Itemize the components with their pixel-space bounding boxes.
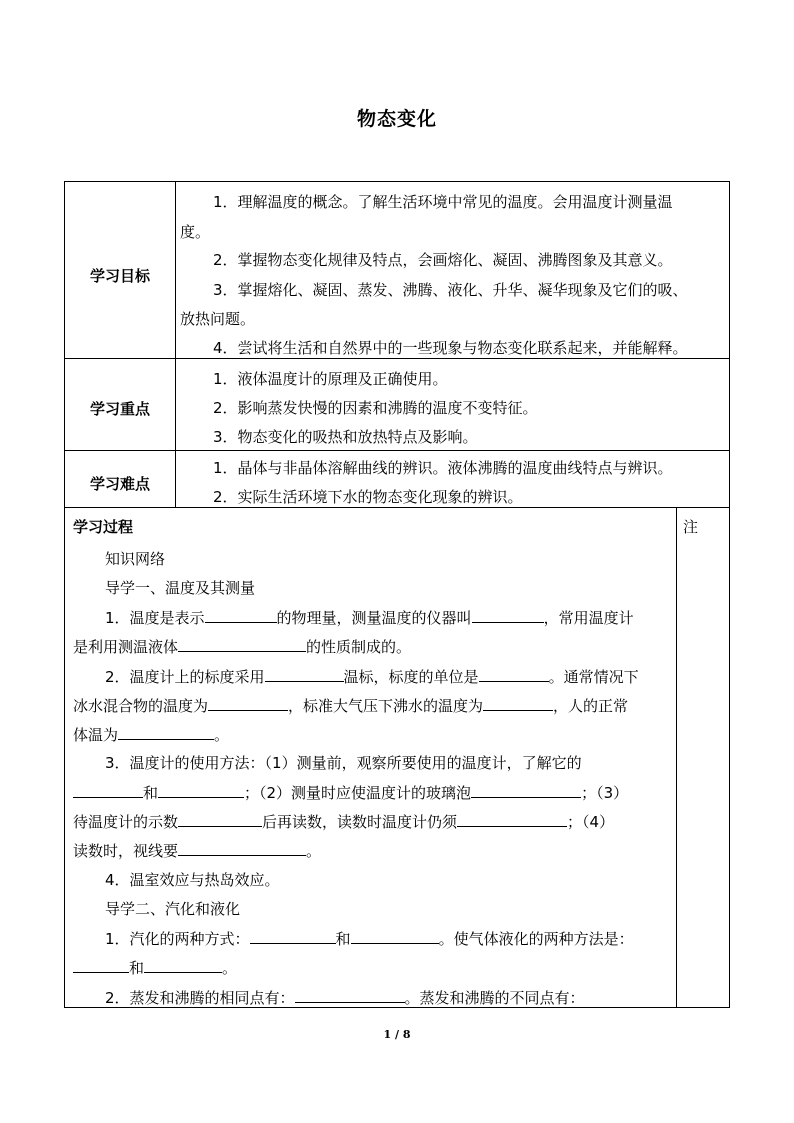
question-1-line-1: 1．温度是表示 的物理量，测量温度的仪器叫 ，常用温度计 [105,609,634,627]
question-3-line-4: 读数时，视线要 。 [73,842,322,860]
answer-blank[interactable] [178,811,262,827]
key-point-line: 1．液体温度计的原理及正确使用。 [213,370,448,388]
process-title: 学习过程 [73,518,134,536]
question-5-line-2: 和 。 [73,957,237,978]
question-6-line-1: 2．蒸发和沸腾的相同点有： 。蒸发和沸腾的不同点有： [105,989,585,1007]
question-2-line-1: 2．温度计上的标度采用 温标，标度的单位是 。通常情况下 [105,668,639,686]
answer-blank[interactable] [351,928,439,944]
guide1-heading: 导学一、温度及其测量 [105,579,256,597]
row-divider [65,450,729,451]
answer-blank[interactable] [483,695,553,711]
answer-blank[interactable] [178,840,306,856]
study-table [64,181,730,1008]
question-4: 4．温室效应与热岛效应。 [105,871,280,889]
question-2-line-3: 体温为 。 [73,726,230,744]
answer-blank[interactable] [118,724,214,740]
answer-blank[interactable] [73,957,129,973]
question-1-line-2: 是利用测温液体 的性质制成的。 [73,638,412,656]
page-number: 1 / 8 [383,1028,411,1041]
answer-blank[interactable] [205,607,277,623]
document-title: 物态变化 [356,108,437,130]
key-points-label: 学习重点 [89,400,150,418]
difficulties-label: 学习难点 [89,475,150,493]
column-divider [676,507,677,1007]
key-point-line: 2．影响蒸发快慢的因素和沸腾的温度不变特征。 [213,399,538,417]
question-2-line-2: 冰水混合物的温度为 ，标准大气压下沸水的温度为 ，人的正常 [73,697,629,715]
question-3-line-2: 和 ；（2）测量时应使温度计的玻璃泡 ；（3） [73,782,628,803]
row-divider [65,358,729,359]
answer-blank[interactable] [472,607,544,623]
answer-blank[interactable] [158,782,244,798]
answer-blank[interactable] [250,928,336,944]
column-divider [175,182,176,507]
answer-blank[interactable] [73,782,143,798]
answer-blank[interactable] [265,666,344,682]
objective-line: 2．掌握物态变化规律及特点，会画熔化、凝固、沸腾图象及其意义。 [213,251,673,269]
guide2-heading: 导学二、汽化和液化 [105,900,241,918]
difficulty-line: 2．实际生活环境下水的物态变化现象的辨识。 [213,488,523,506]
knowledge-network-heading: 知识网络 [105,550,166,568]
objective-line: 1．理解温度的概念。了解生活环境中常见的温度。会用温度计测量温 [213,193,673,211]
row-divider [65,507,729,508]
question-5-line-1: 1．汽化的两种方式： 和 。使气体液化的两种方法是： [105,930,634,948]
objective-line: 度。 [180,223,211,241]
key-point-line: 3．物态变化的吸热和放热特点及影响。 [213,428,478,446]
answer-blank[interactable] [479,666,549,682]
objectives-label: 学习目标 [89,267,150,285]
answer-blank[interactable] [208,695,288,711]
answer-blank[interactable] [144,957,222,973]
note-column-label: 注 [683,518,699,536]
answer-blank[interactable] [457,811,567,827]
answer-blank[interactable] [178,636,306,652]
objective-line: 3．掌握熔化、凝固、蒸发、沸腾、液化、升华、凝华现象及它们的吸、 [213,281,688,299]
difficulty-line: 1．晶体与非晶体溶解曲线的辨识。液体沸腾的温度曲线特点与辨识。 [213,459,673,477]
objective-line: 放热问题。 [180,310,256,328]
question-3-line-3: 待温度计的示数 后再读数，读数时温度计仍须 ；（4） [73,813,615,831]
answer-blank[interactable] [471,782,581,798]
question-3-line-1: 3．温度计的使用方法：（1）测量前，观察所要使用的温度计，了解它的 [105,754,582,772]
answer-blank[interactable] [295,987,405,1003]
objective-line: 4．尝试将生活和自然界中的一些现象与物态变化联系起来，并能解释。 [213,339,688,357]
